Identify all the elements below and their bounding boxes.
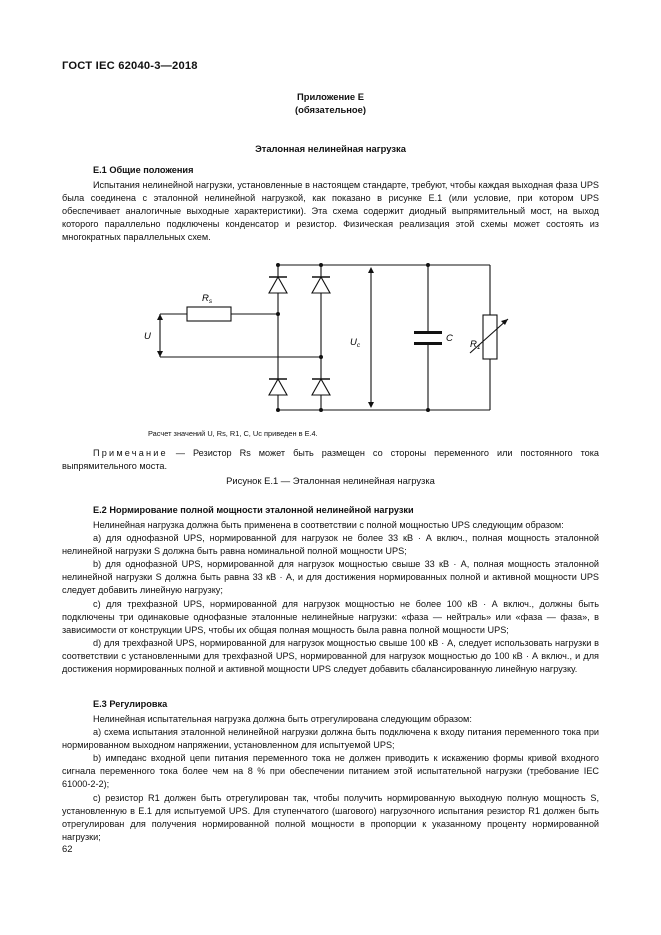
section-e3-paragraph: Нелинейная испытательная нагрузка должна быть отрегулирована следующим образом: [93, 714, 472, 724]
junction-dot [319, 355, 323, 359]
main-title: Эталонная нелинейная нагрузка [255, 143, 406, 154]
junction-dot [426, 263, 430, 267]
label-rs: $R_s$ [202, 293, 213, 305]
junction-dot [319, 263, 323, 267]
section-e2-item-b: b) для однофазной UPS, нормированной для нагрузок мощностью свыше 33 кВ · А, полная мощность эталонной нелинейной нагрузки S должна быть равна 33 кВ · А, и для достижения нормированных полной и активной мощности UPS следует добавить линейную нагрузку; [62, 559, 599, 596]
uc-arrowhead-top [368, 267, 374, 273]
diode-d1 [269, 277, 287, 293]
section-e2-item-d: d) для трехфазной UPS, нормированной для нагрузок мощностью свыше 100 кВ · А, следует использовать нагрузки в соответствии с установленными для трехфазной UPS, нормированной для нагрузок мощностью до 100 кВ · А включ., и для достижения нормированных полной и активной мощности UPS следует добавить сбалансированную линейную нагрузку. [62, 637, 599, 675]
junction-dot [319, 408, 323, 412]
junction-dot [426, 408, 430, 412]
label-r1: $R_1$ [470, 339, 481, 351]
junction-dot [276, 408, 280, 412]
section-e3-item-b: b) импеданс входной цепи питания переменного тока не должен приводить к искажению формы кривой входного сигнала переменного тока более чем на 8 % при обеспечении питанием этой испытательной нагрузки (требование IEC 61000-2-2); [62, 753, 599, 790]
figure-title: Рисунок Е.1 — Эталонная нелинейная нагрузка [226, 475, 435, 486]
section-e2-body [62, 519, 599, 676]
figure-note [62, 447, 599, 473]
capacitor-plate-bottom [414, 342, 442, 345]
label-u: U [144, 331, 151, 342]
diode-d2 [312, 277, 330, 293]
section-e2-heading: Е.2 Нормирование полной мощности эталонной нелинейной нагрузки [93, 505, 414, 515]
appendix-title: Приложение Е [297, 91, 364, 102]
u-arrowhead-top [157, 314, 163, 320]
rectifier-circuit-diagram [140, 255, 520, 425]
figure-caption: Расчет значений U, Rs, R1, C, Uc приведен в Е.4. [148, 429, 318, 438]
note-text: — Резистор Rs может быть размещен со стороны переменного или постоянного тока выпрямительного моста. [62, 448, 599, 472]
section-e1-heading: Е.1 Общие положения [93, 165, 194, 175]
resistor-rs [187, 307, 231, 321]
u-arrowhead-bottom [157, 351, 163, 357]
section-e2-item-c: c) для трехфазной UPS, нормированной для нагрузок мощностью не более 100 кВ · А включ., должны быть подключены три одинаковые однофазные эталонные нелинейные нагрузки: «фаза — нейтраль» или «фаза — фаза», в зависимости от конструкции UPS, чтобы их общая полная мощность была равна полной мощности UPS; [62, 598, 599, 635]
section-e2-paragraph: Нелинейная нагрузка должна быть применена в соответствии с полной мощностью UPS следующим образом: [93, 520, 564, 530]
section-e1-paragraph: Испытания нелинейной нагрузки, установленные в настоящем стандарте, требуют, чтобы каждая выходная фаза UPS была соединена с эталонной нелинейной нагрузкой, как показано в рисунке Е.1 (или условие, при котором UPS обеспечивает аналогичные выходные характеристики). Эта схема содержит диодный выпрямительный мост, на выход которого параллельно подключены конденсатор и резистор. Физическая реализация этой схемы может состоять из многократных параллельных схем. [62, 180, 599, 243]
junction-dot [276, 312, 280, 316]
capacitor-plate-top [414, 331, 442, 334]
section-e3-item-a: a) схема испытания эталонной нелинейной нагрузки должна быть подключена к входу питания переменного тока при нормированном выходном напряжении, установленном для испытуемой UPS; [62, 727, 599, 751]
appendix-subtitle: (обязательное) [295, 104, 366, 115]
section-e3-heading: Е.3 Регулировка [93, 699, 168, 709]
uc-arrowhead-bottom [368, 402, 374, 408]
section-e2-item-a: a) для однофазной UPS, нормированной для нагрузок не более 33 кВ · А включ., полная мощность эталонной нелинейной нагрузки S должна быть равна номинальной полной мощности UPS; [62, 533, 599, 557]
label-c: C [446, 333, 453, 344]
section-e1-body [62, 179, 599, 244]
label-uc: $U_c$ [350, 337, 361, 349]
diode-d3 [269, 379, 287, 395]
note-label: Примечание [93, 448, 168, 458]
resistor-r1 [483, 315, 497, 359]
page-number: 62 [62, 843, 73, 854]
document-id-header: ГОСТ IEC 62040-3—2018 [62, 60, 198, 72]
diode-d4 [312, 379, 330, 395]
section-e3-body [62, 713, 599, 844]
junction-dot [276, 263, 280, 267]
section-e3-item-c: c) резистор R1 должен быть отрегулирован так, чтобы получить нормированную выходную полную мощность S, установленную в Е.1 для испытуемой UPS. Для ступенчатого (шагового) нагрузочного испытания резистор R1 должен быть отрегулирован для получения нормированной полной мощности в пропорции к указанному проценту нормированной нагрузки; [62, 792, 599, 842]
